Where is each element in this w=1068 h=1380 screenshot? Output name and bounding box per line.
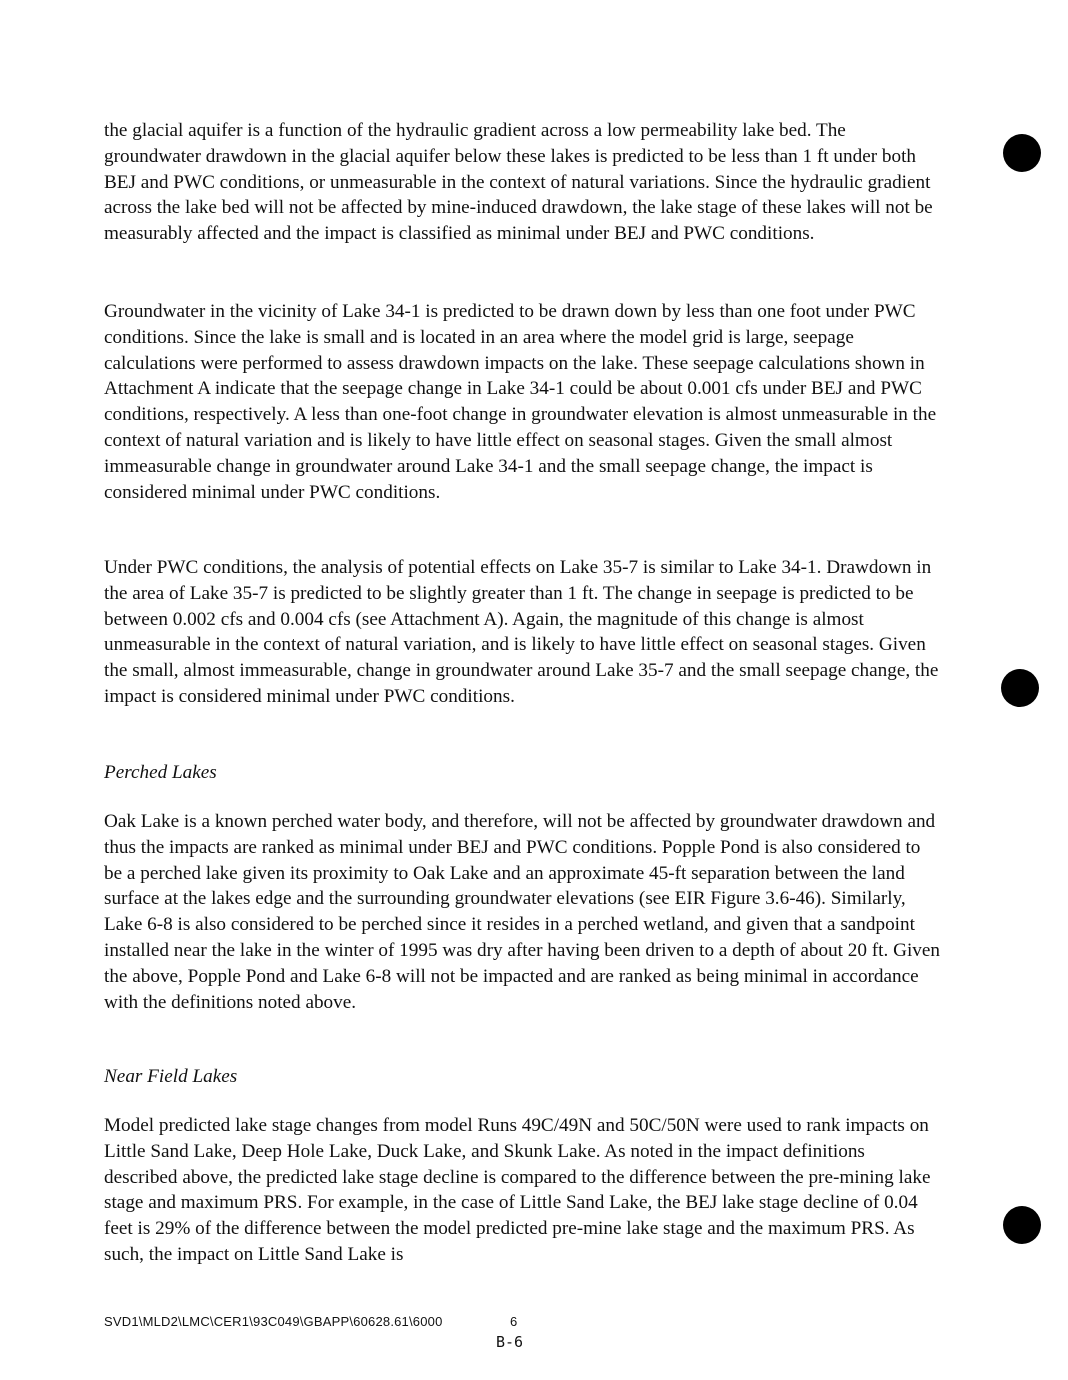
footer-page-number: 6 — [510, 1314, 518, 1329]
paragraph-perched-lakes: Oak Lake is a known perched water body, and therefore, will not be affected by groundwater drawdown and thus the impacts are ranked as minimal under BEJ and PWC conditions. Popple Pond is also considered to be a perched lake given its proximity to Oak Lake and an approximate 45-ft separation between the land surface at the lakes edge and the surrounding groundwater elevations (see EIR Figure 3.6-46). Similarly, Lake 6-8 is also considered to be perched since it resides in a perched wetland, and given that a sandpoint installed near the lake in the winter of 1995 was dry after having been driven to a depth of about 20 ft. Given the above, Popple Pond and Lake 6-8 will not be impacted and are ranked as being minimal in accordance with the definitions noted above. — [104, 811, 940, 1013]
punch-hole-top — [1003, 134, 1041, 172]
footer-file-path: SVD1\MLD2\LMC\CER1\93C049\GBAPP\60628.61\6000 — [104, 1314, 443, 1329]
paragraph-near-field-lakes: Model predicted lake stage changes from model Runs 49C/49N and 50C/50N were used to rank impacts on Little Sand Lake, Deep Hole Lake, Duck Lake, and Skunk Lake. As noted in the impact definitions described above, the predicted lake stage decline is compared to the difference between the pre-mining lake stage and maximum PRS. For example, in the case of Little Sand Lake, the BEJ lake stage decline of 0.04 feet is 29% of the difference between the model predicted pre-mine lake stage and the maximum PRS. As such, the impact on Little Sand Lake is — [104, 1115, 931, 1265]
paragraph-lake-bed-gradient: the glacial aquifer is a function of the hydraulic gradient across a low permeability lake bed. The groundwater drawdown in the glacial aquifer below these lakes is predicted to be less than 1 ft under both BEJ and PWC conditions, or unmeasurable in the context of natural variations. Since the hydraulic gradient across the lake bed will not be affected by mine-induced drawdown, the lake stage of these lakes will not be measurably affected and the impact is classified as minimal under BEJ and PWC conditions. — [104, 120, 933, 245]
heading-perched-lakes: Perched Lakes — [104, 762, 217, 783]
paragraph-lake-34-1: Groundwater in the vicinity of Lake 34-1 is predicted to be drawn down by less than one foot under PWC conditions. Since the lake is small and is located in an area where the model grid is large, seepage calculations were performed to assess drawdown impacts on the lake. These seepage calculations shown in Attachment A indicate that the seepage change in Lake 34-1 could be about 0.001 cfs under BEJ and PWC conditions, respectively. A less than one-foot change in groundwater elevation is almost unmeasurable in the context of natural variation and is likely to have little effect on seasonal stages. Given the small almost immeasurable change in groundwater around Lake 34-1 and the small seepage change, the impact is considered minimal under PWC conditions. — [104, 301, 937, 503]
punch-hole-bottom — [1003, 1206, 1041, 1244]
footer-appendix-page: B-6 — [496, 1333, 524, 1351]
punch-hole-middle — [1001, 669, 1039, 707]
paragraph-lake-35-7: Under PWC conditions, the analysis of potential effects on Lake 35-7 is similar to Lake 34-1. Drawdown in the area of Lake 35-7 is predicted to be slightly greater than 1 ft. The change in seepage is predicted to be between 0.002 cfs and 0.004 cfs (see Attachment A). Again, the magnitude of this change is almost unmeasurable in the context of natural variation, and is likely to have little effect on seasonal stages. Given the small, almost immeasurable, change in groundwater around Lake 35-7 and the small seepage change, the impact is considered minimal under PWC conditions. — [104, 557, 939, 707]
heading-near-field-lakes: Near Field Lakes — [104, 1066, 238, 1087]
